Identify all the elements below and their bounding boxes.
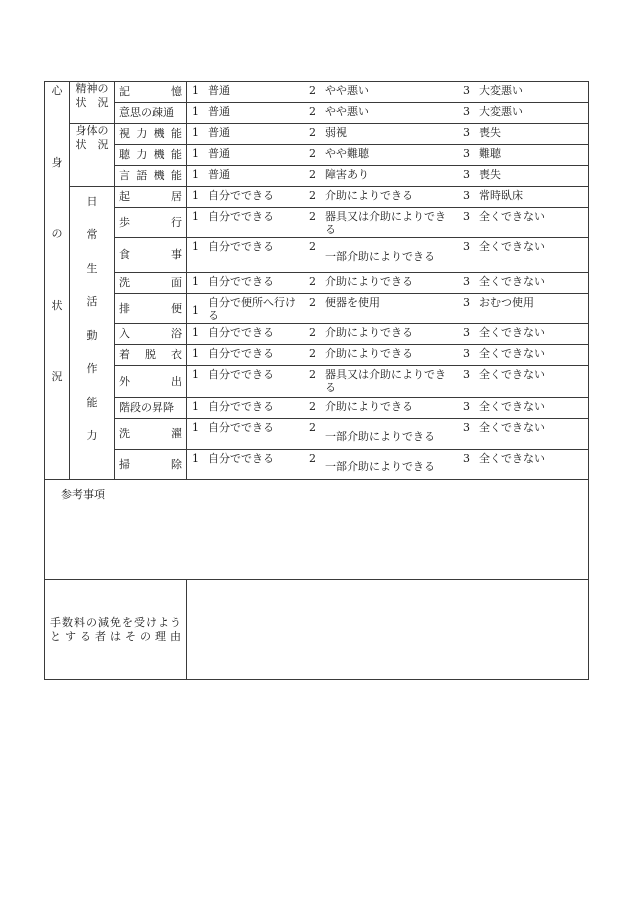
options-cell <box>187 345 589 366</box>
group-label-char: 常 <box>86 228 98 242</box>
reference-row <box>45 480 589 580</box>
item-label <box>115 103 187 124</box>
option-number: 3 <box>463 189 470 202</box>
item-label-text: 聴 力 機 能 <box>119 148 182 161</box>
item-label <box>115 419 187 450</box>
option-number: 1 <box>192 368 199 381</box>
option-text: 自分でできる <box>208 400 274 413</box>
group-label-char: 日 <box>86 195 98 208</box>
options-cell <box>187 273 589 294</box>
option-text: 自分でできる <box>208 189 274 202</box>
form-row <box>45 124 589 145</box>
option-number: 2 <box>309 189 316 202</box>
option-number: 2 <box>309 347 316 360</box>
group-label-line: 状 況 <box>75 96 109 109</box>
option-number: 1 <box>192 147 199 160</box>
group-label-char: 作 <box>86 362 98 376</box>
condition-form-table <box>44 81 589 680</box>
option-number: 1 <box>192 126 199 139</box>
option-text: 自分でできる <box>208 452 274 465</box>
option-number: 2 <box>309 421 316 434</box>
option-text: 介助によりできる <box>325 400 413 413</box>
section-heading-char: の <box>51 227 63 240</box>
option-number: 1 <box>192 189 199 202</box>
option-text: 介助によりできる <box>325 347 413 360</box>
option-text: 器具又は介助によりできる <box>325 368 446 394</box>
option-text: 全くできない <box>479 210 545 223</box>
group-label-physical <box>70 124 115 187</box>
option-text: 介助によりできる <box>325 189 413 202</box>
option-number: 2 <box>309 126 316 139</box>
options-cell <box>187 294 589 324</box>
option-number: 3 <box>463 126 470 139</box>
item-label <box>115 166 187 187</box>
item-label <box>115 124 187 145</box>
item-label <box>115 294 187 324</box>
form-row <box>45 103 589 124</box>
option-text: 自分で便所へ行ける <box>208 296 296 322</box>
item-label <box>115 273 187 294</box>
option-text: 自分でできる <box>208 421 274 434</box>
options-cell <box>187 208 589 238</box>
options-cell <box>187 145 589 166</box>
option-number: 1 <box>192 304 199 317</box>
item-label-text: 起 居 <box>119 190 182 203</box>
option-number: 2 <box>309 240 316 253</box>
group-label-char: 力 <box>86 428 98 442</box>
form-row <box>45 166 589 187</box>
option-text: 全くできない <box>479 368 545 381</box>
option-number: 3 <box>463 275 470 288</box>
option-number: 3 <box>463 105 470 118</box>
option-number: 3 <box>463 84 470 97</box>
options-cell <box>187 238 589 273</box>
options-cell <box>187 398 589 419</box>
option-number: 3 <box>463 452 470 465</box>
item-label-text: 歩 行 <box>119 215 182 229</box>
option-text: 全くできない <box>479 452 545 465</box>
option-text: 便器を使用 <box>325 296 380 309</box>
form-row <box>45 187 589 208</box>
option-number: 2 <box>309 326 316 339</box>
option-text: 介助によりできる <box>325 275 413 288</box>
item-label-text: 記 憶 <box>119 85 182 98</box>
option-text: 普通 <box>208 126 230 139</box>
option-number: 3 <box>463 296 470 309</box>
option-number: 2 <box>309 84 316 97</box>
item-label-text: 入 浴 <box>119 327 182 340</box>
option-text: 自分でできる <box>208 368 274 381</box>
section-heading-char: 身 <box>51 155 63 169</box>
section-heading-char: 状 <box>51 298 63 312</box>
form-row <box>45 238 589 273</box>
option-text: 全くできない <box>479 400 545 413</box>
options-cell <box>187 450 589 480</box>
form-row <box>45 145 589 166</box>
form-row <box>45 345 589 366</box>
group-label-daily <box>70 187 115 480</box>
fee-reduction-label-line: と す る 者 は そ の 理 由 <box>50 629 181 643</box>
group-label-mental <box>70 82 115 124</box>
option-text: 常時臥床 <box>479 189 523 202</box>
form-row <box>45 324 589 345</box>
item-label <box>115 366 187 398</box>
item-label-text: 階段の昇降 <box>119 401 174 414</box>
option-text: 一部介助によりできる <box>325 460 435 473</box>
option-number: 2 <box>309 168 316 181</box>
option-text: 全くできない <box>479 275 545 288</box>
option-number: 3 <box>463 210 470 223</box>
option-text: 大変悪い <box>479 105 523 118</box>
option-number: 2 <box>309 105 316 118</box>
option-number: 3 <box>463 168 470 181</box>
option-text: 普通 <box>208 105 230 118</box>
options-cell <box>187 166 589 187</box>
item-label-text: 洗 濯 <box>119 427 182 440</box>
form-row <box>45 419 589 450</box>
reference-label: 参考事項 <box>61 488 105 501</box>
form-row <box>45 82 589 103</box>
option-text: 普通 <box>208 168 230 181</box>
option-number: 3 <box>463 347 470 360</box>
section-heading-char: 況 <box>51 370 63 383</box>
form-row <box>45 294 589 324</box>
item-label-text: 洗 面 <box>119 276 182 289</box>
group-label-line: 精神の <box>75 82 109 95</box>
option-number: 3 <box>463 147 470 160</box>
group-label-char: 生 <box>86 261 98 275</box>
option-text: 普通 <box>208 84 230 97</box>
options-cell <box>187 324 589 345</box>
option-number: 1 <box>192 326 199 339</box>
group-label-char: 活 <box>86 295 98 309</box>
group-label-char: 動 <box>86 328 98 342</box>
item-label-text: 言 語 機 能 <box>119 169 182 182</box>
option-number: 2 <box>309 296 316 309</box>
section-heading-char: 心 <box>51 84 63 97</box>
option-number: 1 <box>192 168 199 181</box>
item-label <box>115 145 187 166</box>
option-text: 弱視 <box>325 126 347 139</box>
option-text: やや難聴 <box>325 147 369 160</box>
option-text: 普通 <box>208 147 230 160</box>
option-text: 介助によりできる <box>325 326 413 339</box>
options-cell <box>187 419 589 450</box>
item-label-text: 外 出 <box>119 374 182 388</box>
options-cell <box>187 82 589 103</box>
form-row <box>45 208 589 238</box>
options-cell <box>187 103 589 124</box>
item-label <box>115 82 187 103</box>
option-number: 1 <box>192 84 199 97</box>
option-number: 1 <box>192 347 199 360</box>
option-number: 2 <box>309 400 316 413</box>
item-label-text: 排 便 <box>119 301 182 315</box>
option-number: 2 <box>309 368 316 381</box>
item-label <box>115 450 187 480</box>
group-label-line: 身体の <box>75 124 109 137</box>
option-number: 1 <box>192 210 199 223</box>
item-label-text: 食 事 <box>119 248 182 261</box>
item-label <box>115 238 187 273</box>
form-row <box>45 273 589 294</box>
form-row <box>45 398 589 419</box>
option-text: 自分でできる <box>208 240 274 253</box>
option-text: 自分でできる <box>208 210 274 223</box>
item-label <box>115 345 187 366</box>
option-text: 一部介助によりできる <box>325 250 435 263</box>
option-text: 喪失 <box>479 126 501 139</box>
option-number: 1 <box>192 105 199 118</box>
option-text: やや悪い <box>325 105 369 118</box>
option-number: 2 <box>309 275 316 288</box>
options-cell <box>187 366 589 398</box>
group-label-line: 状 況 <box>75 138 109 151</box>
fee-reduction-label-line: 手 数 料 の 減 免 を 受 け よ う <box>50 615 181 629</box>
option-text: 全くできない <box>479 240 545 253</box>
item-label <box>115 398 187 419</box>
option-number: 2 <box>309 147 316 160</box>
section-heading <box>45 82 70 480</box>
option-number: 2 <box>309 210 316 223</box>
option-number: 3 <box>463 421 470 434</box>
option-number: 1 <box>192 421 199 434</box>
option-text: 喪失 <box>479 168 501 181</box>
option-text: 全くできない <box>479 421 545 434</box>
option-text: 難聴 <box>479 147 501 160</box>
item-label-text: 掃 除 <box>119 457 182 471</box>
item-label <box>115 187 187 208</box>
item-label-text: 着 脱 衣 <box>119 348 182 361</box>
option-number: 3 <box>463 400 470 413</box>
option-text: 一部介助によりできる <box>325 430 435 443</box>
item-label <box>115 208 187 238</box>
option-number: 1 <box>192 275 199 288</box>
form-row <box>45 366 589 398</box>
option-number: 1 <box>192 240 199 253</box>
item-label <box>115 324 187 345</box>
option-text: 器具又は介助によりできる <box>325 210 446 236</box>
option-text: 自分でできる <box>208 275 274 288</box>
group-label-char: 能 <box>86 395 98 409</box>
option-text: 全くできない <box>479 326 545 339</box>
fee-reduction-row <box>45 580 589 680</box>
option-text: 自分でできる <box>208 326 274 339</box>
item-label-text: 視 力 機 能 <box>119 127 182 140</box>
options-cell <box>187 124 589 145</box>
option-number: 3 <box>463 368 470 381</box>
option-number: 3 <box>463 240 470 253</box>
option-number: 3 <box>463 326 470 339</box>
option-number: 1 <box>192 400 199 413</box>
reference-field[interactable] <box>45 480 589 580</box>
option-text: 障害あり <box>325 168 369 181</box>
option-number: 2 <box>309 452 316 465</box>
option-text: やや悪い <box>325 84 369 97</box>
option-text: 大変悪い <box>479 84 523 97</box>
options-cell <box>187 187 589 208</box>
option-number: 1 <box>192 452 199 465</box>
item-label-text: 意思の疎通 <box>119 106 174 119</box>
fee-reduction-reason-field[interactable] <box>187 580 589 680</box>
option-text: おむつ使用 <box>479 296 534 309</box>
option-text: 全くできない <box>479 347 545 360</box>
fee-reduction-label <box>45 580 187 680</box>
option-text: 自分でできる <box>208 347 274 360</box>
form-row <box>45 450 589 480</box>
